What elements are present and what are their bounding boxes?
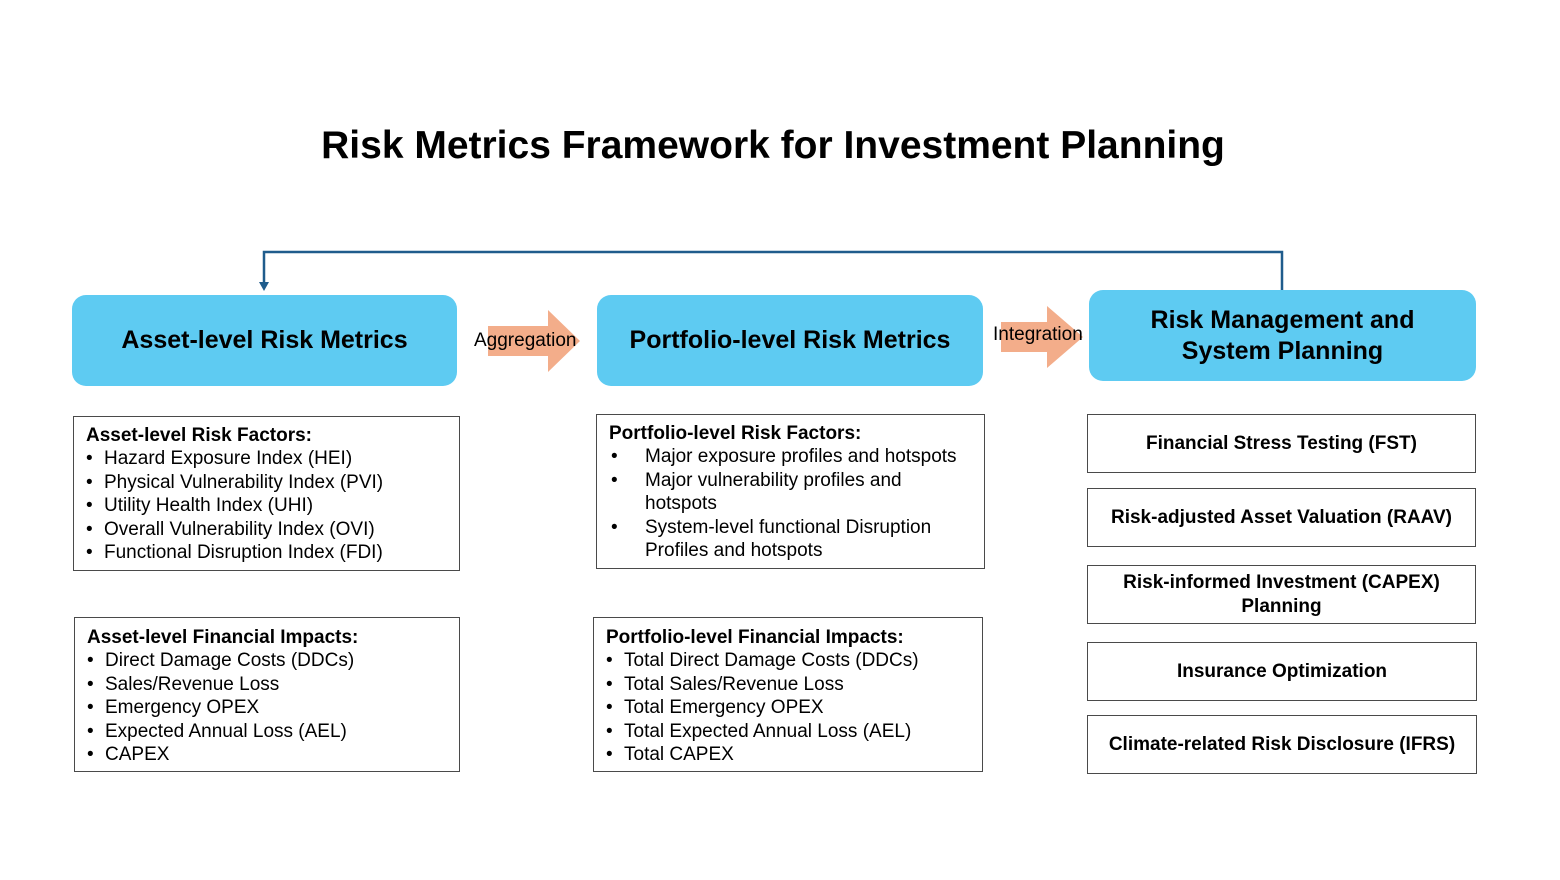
list-item: • Major vulnerability profiles and hotspots (609, 469, 970, 516)
stage-asset-level (72, 295, 457, 386)
tool-climate-risk-disclosure: Climate-related Risk Disclosure (IFRS) (1087, 715, 1477, 774)
list-item: • Total Sales/Revenue Loss (606, 673, 972, 696)
asset-financial-impacts-title: Asset-level Financial Impacts: (87, 627, 359, 648)
list-item: • Total Direct Damage Costs (DDCs) (606, 649, 972, 672)
portfolio-risk-factors-list (609, 445, 970, 562)
list-item: • Overall Vulnerability Index (OVI) (86, 518, 449, 541)
list-item: • Functional Disruption Index (FDI) (86, 541, 449, 564)
list-item: • Total Expected Annual Loss (AEL) (606, 720, 972, 743)
stage-portfolio-level-label: Portfolio-level Risk Metrics (629, 326, 951, 354)
aggregation-label: Aggregation (474, 330, 577, 351)
portfolio-risk-factors-title: Portfolio-level Risk Factors: (609, 423, 862, 444)
stage-asset-level-label: Asset-level Risk Metrics (121, 326, 408, 354)
portfolio-financial-impacts-title: Portfolio-level Financial Impacts: (606, 627, 904, 648)
asset-risk-factors-list (86, 447, 449, 564)
diagram-title: Risk Metrics Framework for Investment Planning (321, 124, 1225, 167)
portfolio-risk-factors-panel (596, 414, 985, 569)
portfolio-financial-impacts-list (606, 649, 972, 766)
stage-portfolio-level (597, 295, 983, 386)
list-item: • Utility Health Index (UHI) (86, 494, 449, 517)
feedback-arrowhead (259, 282, 269, 291)
tool-financial-stress-testing: Financial Stress Testing (FST) (1087, 414, 1476, 473)
list-item: • Sales/Revenue Loss (87, 673, 449, 696)
list-item: • Total Emergency OPEX (606, 696, 972, 719)
tool-risk-informed-investment-planning: Risk-informed Investment (CAPEX) Planning (1087, 565, 1476, 624)
tool-insurance-optimization: Insurance Optimization (1087, 642, 1477, 701)
integration-label: Integration (993, 324, 1083, 345)
tool-risk-adjusted-asset-valuation: Risk-adjusted Asset Valuation (RAAV) (1087, 488, 1476, 547)
list-item: • System-level functional Disruption Profiles and hotspots (609, 516, 970, 563)
stage-risk-management (1089, 290, 1476, 381)
asset-risk-factors-panel (73, 416, 460, 571)
asset-financial-impacts-panel (74, 617, 460, 772)
asset-financial-impacts-list (87, 649, 449, 766)
list-item: • Major exposure profiles and hotspots (609, 445, 970, 468)
stage-risk-management-label: Risk Management and System Planning (1150, 305, 1415, 365)
portfolio-financial-impacts-panel (593, 617, 983, 772)
list-item: • Direct Damage Costs (DDCs) (87, 649, 449, 672)
asset-risk-factors-title: Asset-level Risk Factors: (86, 425, 312, 446)
feedback-connector (0, 0, 1560, 300)
list-item: • Total CAPEX (606, 743, 972, 766)
list-item: • CAPEX (87, 743, 449, 766)
list-item: • Emergency OPEX (87, 696, 449, 719)
list-item: • Expected Annual Loss (AEL) (87, 720, 449, 743)
list-item: • Hazard Exposure Index (HEI) (86, 447, 449, 470)
list-item: • Physical Vulnerability Index (PVI) (86, 471, 449, 494)
